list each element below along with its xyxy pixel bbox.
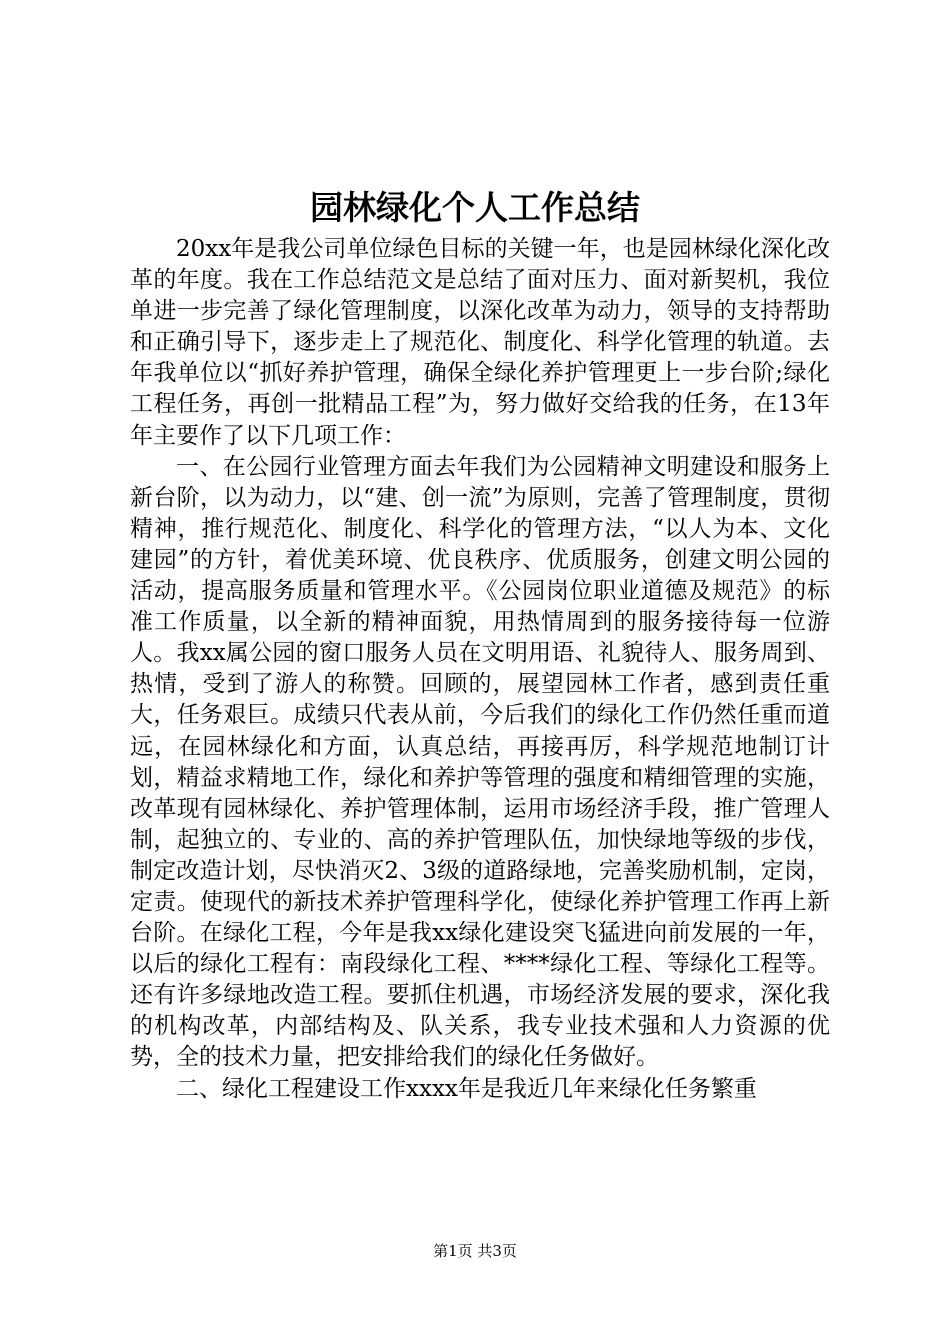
document-title: 园林绿化个人工作总结	[310, 188, 640, 227]
page-number-footer: 第1页 共3页	[433, 1242, 517, 1260]
paragraph-intro: 20xx年是我公司单位绿色目标的关键一年，也是园林绿化深化改革的年度。我在工作总结范文是总结了面对压力、面对新契机，我位单进一步完善了绿化管理制度，以深化改革为动力，领导的支持帮助和正确引导下，逐步走上了规范化、制度化、科学化管理的轨道。去年我单位以“抓好养护管理，确保全绿化养护管理更上一步台阶;绿化工程任务，再创一批精品工程”为，努力做好交给我的任务，在13年年主要作了以下几项工作：	[130, 236, 830, 449]
paragraph-park-management: 一、在公园行业管理方面去年我们为公园精神文明建设和服务上新台阶，以为动力，以“建、创一流”为原则，完善了管理制度，贯彻精神，推行规范化、制度化、科学化的管理方法，“以人为本、文化建园”的方针，着优美环境、优良秩序、优质服务，创建文明公园的活动，提高服务质量和管理水平。《公园岗位职业道德及规范》的标准工作质量，以全新的精神面貌，用热情周到的服务接待每一位游人。我xx属公园的窗口服务人员在文明用语、礼貌待人、服务周到、热情，受到了游人的称赞。回顾的，展望园林工作者，感到责任重大，任务艰巨。成绩只代表从前，今后我们的绿化工作仍然任重而道远，在园林绿化和方面，认真总结，再接再厉，科学规范地制订计划，精益求精地工作，绿化和养护等管理的强度和精细管理的实施，改革现有园林绿化、养护管理体制，运用市场经济手段，推广管理人制，起独立的、专业的、高的养护管理队伍，加快绿地等级的步伐，制定改造计划，尽快消灭2、3级的道路绿地，完善奖励机制，定岗，定责。使现代的新技术养护管理科学化，使绿化养护管理工作再上新台阶。在绿化工程，今年是我xx绿化建设突飞猛进向前发展的一年，以后的绿化工程有：南段绿化工程、****绿化工程、等绿化工程等。还有许多绿地改造工程。要抓住机遇，市场经济发展的要求，深化我的机构改革，内部结构及、队关系，我专业技术强和人力资源的优势，全的技术力量，把安排给我们的绿化任务做好。	[130, 453, 830, 1071]
document-body	[130, 234, 830, 1105]
paragraph-greening-projects: 二、绿化工程建设工作xxxx年是我近几年来绿化任务繁重	[176, 1075, 757, 1102]
